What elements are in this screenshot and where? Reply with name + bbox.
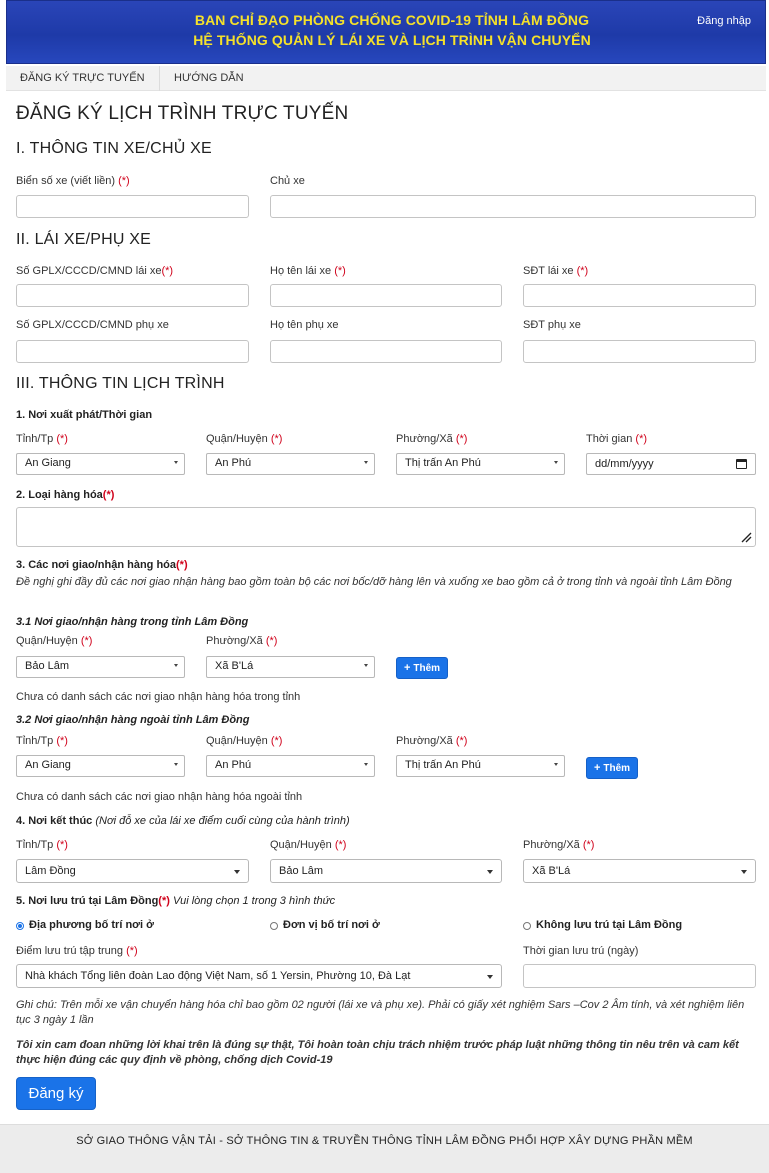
end-district-label: Quận/Huyện (*) xyxy=(270,839,347,851)
nav-item-guide[interactable]: HƯỚNG DẪN xyxy=(174,72,244,84)
end-title: 4. Nơi kết thúc (Nơi đỗ xe của lái xe điểm cuối cùng của hành trình) xyxy=(16,815,350,827)
outside-ward-select[interactable]: Thị trấn An Phú xyxy=(396,755,565,777)
outside-district-label: Quận/Huyện (*) xyxy=(206,735,283,747)
cargo-textarea[interactable] xyxy=(16,507,756,547)
assistant-phone-input[interactable] xyxy=(523,340,756,363)
stay-option-local-label[interactable]: Địa phương bố trí nơi ở xyxy=(29,919,154,931)
add-outside-button[interactable]: + Thêm xyxy=(586,757,638,779)
chevron-down-icon xyxy=(487,975,493,979)
departure-title: 1. Nơi xuất phát/Thời gian xyxy=(16,409,153,421)
outside-district-select[interactable]: An Phú xyxy=(206,755,375,777)
delivery-title: 3. Các nơi giao/nhận hàng hóa(*) xyxy=(16,559,188,571)
page-title: ĐĂNG KÝ LỊCH TRÌNH TRỰC TUYẾN xyxy=(16,103,349,124)
nav-item-register[interactable]: ĐĂNG KÝ TRỰC TUYẾN xyxy=(20,72,145,84)
header-title-line2: HỆ THỐNG QUẢN LÝ LÁI XE VÀ LỊCH TRÌNH VẬN CHUYỂN xyxy=(193,32,591,48)
chevron-down-icon xyxy=(234,870,240,874)
resize-grip-icon[interactable] xyxy=(740,531,752,543)
delivery-inside-title: 3.1 Nơi giao/nhận hàng trong tỉnh Lâm Đồng xyxy=(16,616,249,628)
driver-phone-label: SĐT lái xe (*) xyxy=(523,265,589,277)
stay-duration-label: Thời gian lưu trú (ngày) xyxy=(523,945,639,957)
end-ward-select[interactable]: Xã B'Lá xyxy=(523,859,756,883)
departure-ward-label: Phường/Xã (*) xyxy=(396,433,468,445)
chevron-down-icon xyxy=(174,763,178,766)
assistant-name-label: Họ tên phụ xe xyxy=(270,319,339,331)
chevron-down-icon xyxy=(741,870,747,874)
section1-title: I. THÔNG TIN XE/CHỦ XE xyxy=(16,140,212,157)
driver-name-label: Họ tên lái xe (*) xyxy=(270,265,346,277)
section2-title: II. LÁI XE/PHỤ XE xyxy=(16,231,152,248)
departure-ward-select[interactable]: Thị trấn An Phú xyxy=(396,453,565,475)
login-link[interactable]: Đăng nhập xyxy=(697,15,751,27)
plate-label: Biển số xe (viết liền) (*) xyxy=(16,175,130,187)
header-title-line1: BAN CHỈ ĐẠO PHÒNG CHỐNG COVID-19 TỈNH LÂM ĐỒNG xyxy=(194,12,590,28)
plate-input[interactable] xyxy=(16,195,249,218)
driver-id-label: Số GPLX/CCCD/CMND lái xe(*) xyxy=(16,265,174,277)
outside-empty-text: Chưa có danh sách các nơi giao nhận hàng hóa ngoài tỉnh xyxy=(16,791,303,803)
end-province-select[interactable]: Lâm Đồng xyxy=(16,859,249,883)
stay-location-label: Điểm lưu trú tập trung (*) xyxy=(16,945,138,957)
inside-ward-label: Phường/Xã (*) xyxy=(206,635,278,647)
stay-option-company-label[interactable]: Đơn vị bố trí nơi ở xyxy=(283,919,380,931)
chevron-down-icon xyxy=(174,664,178,667)
commitment-text: Tôi xin cam đoan những lời khai trên là đúng sự thật, Tôi hoàn toàn chịu trách nhiệm trước pháp luật những thông tin nêu trên và cam kết thực hiện đúng các quy định về phòng, chống dịch Covid-19 xyxy=(16,1039,739,1066)
owner-label: Chủ xe xyxy=(270,175,305,187)
add-inside-button[interactable]: + Thêm xyxy=(396,657,448,679)
plus-icon: + xyxy=(403,662,411,674)
stay-radio-company[interactable] xyxy=(270,922,278,930)
end-district-select[interactable]: Bảo Lâm xyxy=(270,859,502,883)
cargo-title: 2. Loại hàng hóa(*) xyxy=(16,489,115,501)
footer-text: SỞ GIAO THÔNG VẬN TẢI - SỞ THÔNG TIN & TRUYỀN THÔNG TỈNH LÂM ĐỒNG PHỐI HỢP XÂY DỰNG PHẦN MỀM xyxy=(76,1135,693,1147)
departure-district-label: Quận/Huyện (*) xyxy=(206,433,283,445)
stay-option-none-label[interactable]: Không lưu trú tại Lâm Đồng xyxy=(536,919,683,931)
departure-time-label: Thời gian (*) xyxy=(586,433,648,445)
chevron-down-icon xyxy=(554,763,558,766)
owner-input[interactable] xyxy=(270,195,756,218)
chevron-down-icon xyxy=(364,664,368,667)
footnote: Ghi chú: Trên mỗi xe vận chuyển hàng hóa chỉ bao gồm 02 người (lái xe và phụ xe). Phải có giấy xét nghiệm Sars –Cov 2 Âm tính, và xét nghiệm liên tục 3 ngày 1 lần xyxy=(16,999,745,1026)
stay-location-select[interactable]: Nhà khách Tổng liên đoàn Lao động Việt Nam, số 1 Yersin, Phường 10, Đà Lạt xyxy=(16,964,502,988)
stay-radio-none[interactable] xyxy=(523,922,531,930)
departure-province-label: Tỉnh/Tp (*) xyxy=(16,433,68,445)
departure-district-select[interactable]: An Phú xyxy=(206,453,375,475)
departure-province-select[interactable]: An Giang xyxy=(16,453,185,475)
driver-id-input[interactable] xyxy=(16,284,249,307)
stay-radio-local[interactable] xyxy=(16,922,24,930)
submit-button[interactable]: Đăng ký xyxy=(16,1077,96,1110)
inside-ward-select[interactable]: Xã B'Lá xyxy=(206,656,375,678)
delivery-note: Đề nghị ghi đầy đủ các nơi giao nhận hàng bao gồm toàn bộ các nơi bốc/dỡ hàng lên và xuống xe bao gồm cả ở trong tỉnh và ngoài tỉnh Lâm Đồng xyxy=(16,576,732,588)
plus-icon: + xyxy=(593,762,601,774)
stay-duration-input[interactable] xyxy=(523,964,756,988)
section3-title: III. THÔNG TIN LỊCH TRÌNH xyxy=(16,375,225,392)
chevron-down-icon xyxy=(174,461,178,464)
chevron-down-icon xyxy=(487,870,493,874)
chevron-down-icon xyxy=(554,461,558,464)
inside-district-select[interactable]: Bảo Lâm xyxy=(16,656,185,678)
end-province-label: Tỉnh/Tp (*) xyxy=(16,839,68,851)
header-banner xyxy=(6,0,766,64)
end-ward-label: Phường/Xã (*) xyxy=(523,839,595,851)
outside-province-label: Tỉnh/Tp (*) xyxy=(16,735,68,747)
assistant-id-input[interactable] xyxy=(16,340,249,363)
outside-ward-label: Phường/Xã (*) xyxy=(396,735,468,747)
outside-province-select[interactable]: An Giang xyxy=(16,755,185,777)
assistant-id-label: Số GPLX/CCCD/CMND phụ xe xyxy=(16,319,169,331)
departure-date-input[interactable]: dd/mm/yyyy xyxy=(586,453,756,475)
top-nav xyxy=(6,66,766,91)
inside-district-label: Quận/Huyện (*) xyxy=(16,635,93,647)
nav-divider xyxy=(159,66,160,91)
calendar-icon[interactable] xyxy=(736,459,747,469)
chevron-down-icon xyxy=(364,461,368,464)
footer xyxy=(0,1124,769,1173)
assistant-name-input[interactable] xyxy=(270,340,502,363)
chevron-down-icon xyxy=(364,763,368,766)
driver-name-input[interactable] xyxy=(270,284,502,307)
stay-title: 5. Nơi lưu trú tại Lâm Đồng(*) Vui lòng chọn 1 trong 3 hình thức xyxy=(16,895,336,907)
assistant-phone-label: SĐT phụ xe xyxy=(523,319,581,331)
delivery-outside-title: 3.2 Nơi giao/nhận hàng ngoài tỉnh Lâm Đồng xyxy=(16,714,250,726)
inside-empty-text: Chưa có danh sách các nơi giao nhận hàng hóa trong tỉnh xyxy=(16,691,301,703)
driver-phone-input[interactable] xyxy=(523,284,756,307)
